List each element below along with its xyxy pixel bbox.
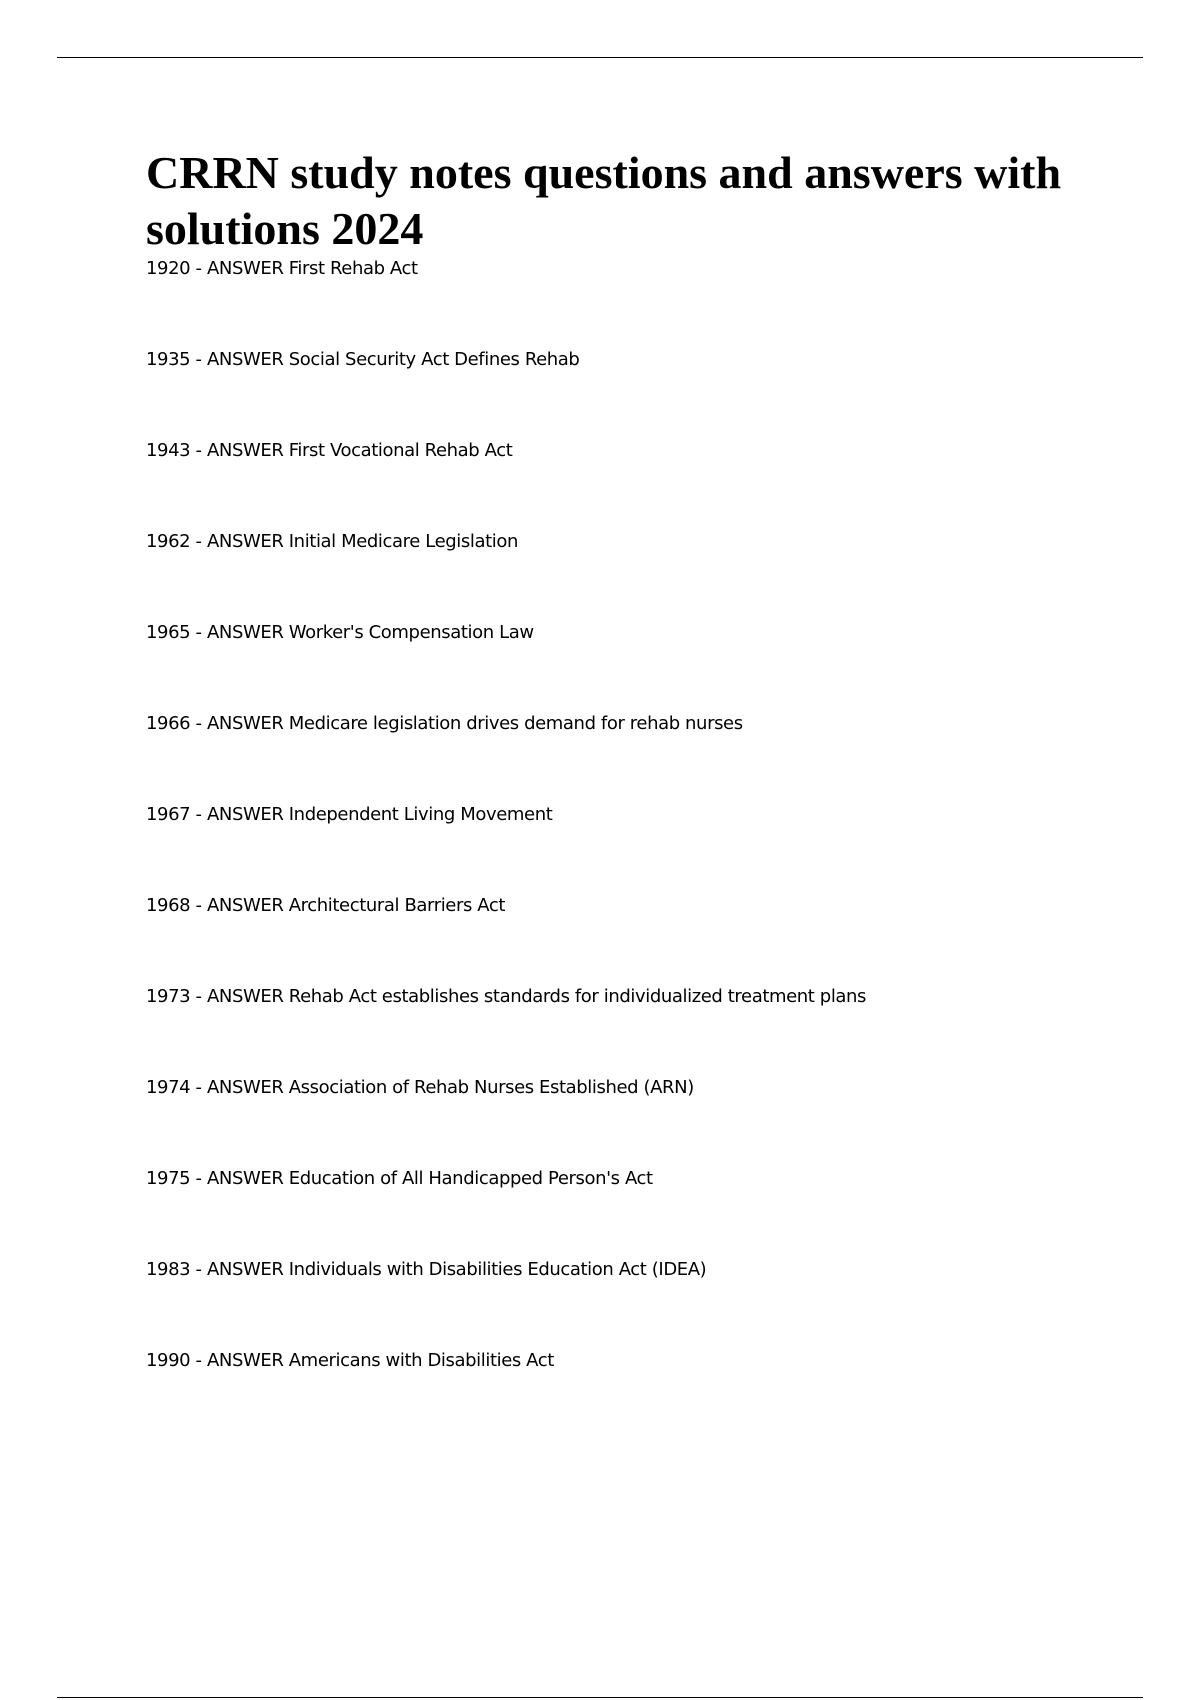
list-item — [146, 529, 866, 620]
entry-term: 1974 — [146, 1077, 191, 1098]
entry-answer: ANSWER Americans with Disabilities Act — [206, 1350, 554, 1371]
entry-separator: - — [190, 713, 207, 734]
list-item — [146, 711, 866, 802]
entry-term: 1920 — [146, 258, 191, 279]
entry-separator: - — [190, 349, 207, 370]
entry-term: 1973 — [146, 986, 191, 1007]
bottom-rule — [57, 1697, 1143, 1698]
entry-term: 1968 — [146, 895, 191, 916]
entry-separator: - — [190, 1259, 207, 1280]
list-item — [146, 1257, 866, 1348]
entry-term: 1965 — [146, 622, 191, 643]
entry-separator: - — [190, 895, 207, 916]
entry-term: 1943 — [146, 440, 191, 461]
entry-list — [146, 256, 866, 1439]
list-item — [146, 802, 866, 893]
entry-separator: - — [190, 258, 207, 279]
entry-answer: ANSWER Education of All Handicapped Person's Act — [206, 1168, 653, 1189]
entry-separator: - — [190, 804, 207, 825]
entry-term: 1935 — [146, 349, 191, 370]
entry-answer: ANSWER Rehab Act establishes standards for individualized treatment plans — [206, 986, 867, 1007]
entry-answer: ANSWER Individuals with Disabilities Education Act (IDEA) — [206, 1259, 707, 1280]
list-item — [146, 893, 866, 984]
entry-term: 1966 — [146, 713, 191, 734]
entry-separator: - — [190, 1077, 207, 1098]
entry-answer: ANSWER Association of Rehab Nurses Established (ARN) — [206, 1077, 694, 1098]
list-item — [146, 347, 866, 438]
list-item — [146, 256, 866, 347]
entry-answer: ANSWER Initial Medicare Legislation — [206, 531, 518, 552]
entry-separator: - — [190, 440, 207, 461]
document-title: CRRN study notes questions and answers with solutions 2024 — [146, 147, 1062, 254]
entry-answer: ANSWER First Vocational Rehab Act — [206, 440, 513, 461]
entry-separator: - — [190, 622, 207, 643]
entry-answer: ANSWER Medicare legislation drives demand for rehab nurses — [206, 713, 743, 734]
entry-separator: - — [190, 1350, 207, 1371]
entry-answer: ANSWER Independent Living Movement — [206, 804, 553, 825]
top-rule — [57, 57, 1143, 58]
entry-term: 1975 — [146, 1168, 191, 1189]
list-item — [146, 438, 866, 529]
entry-separator: - — [190, 1168, 207, 1189]
entry-answer: ANSWER Social Security Act Defines Rehab — [206, 349, 580, 370]
entry-answer: ANSWER First Rehab Act — [206, 258, 418, 279]
entry-separator: - — [190, 531, 207, 552]
entry-answer: ANSWER Architectural Barriers Act — [206, 895, 506, 916]
list-item — [146, 1075, 866, 1166]
entry-term: 1983 — [146, 1259, 191, 1280]
list-item — [146, 984, 866, 1075]
entry-term: 1962 — [146, 531, 191, 552]
entry-term: 1967 — [146, 804, 191, 825]
entry-term: 1990 — [146, 1350, 191, 1371]
entry-answer: ANSWER Worker's Compensation Law — [206, 622, 534, 643]
list-item — [146, 1348, 866, 1439]
entry-separator: - — [190, 986, 207, 1007]
list-item — [146, 1166, 866, 1257]
list-item — [146, 620, 866, 711]
